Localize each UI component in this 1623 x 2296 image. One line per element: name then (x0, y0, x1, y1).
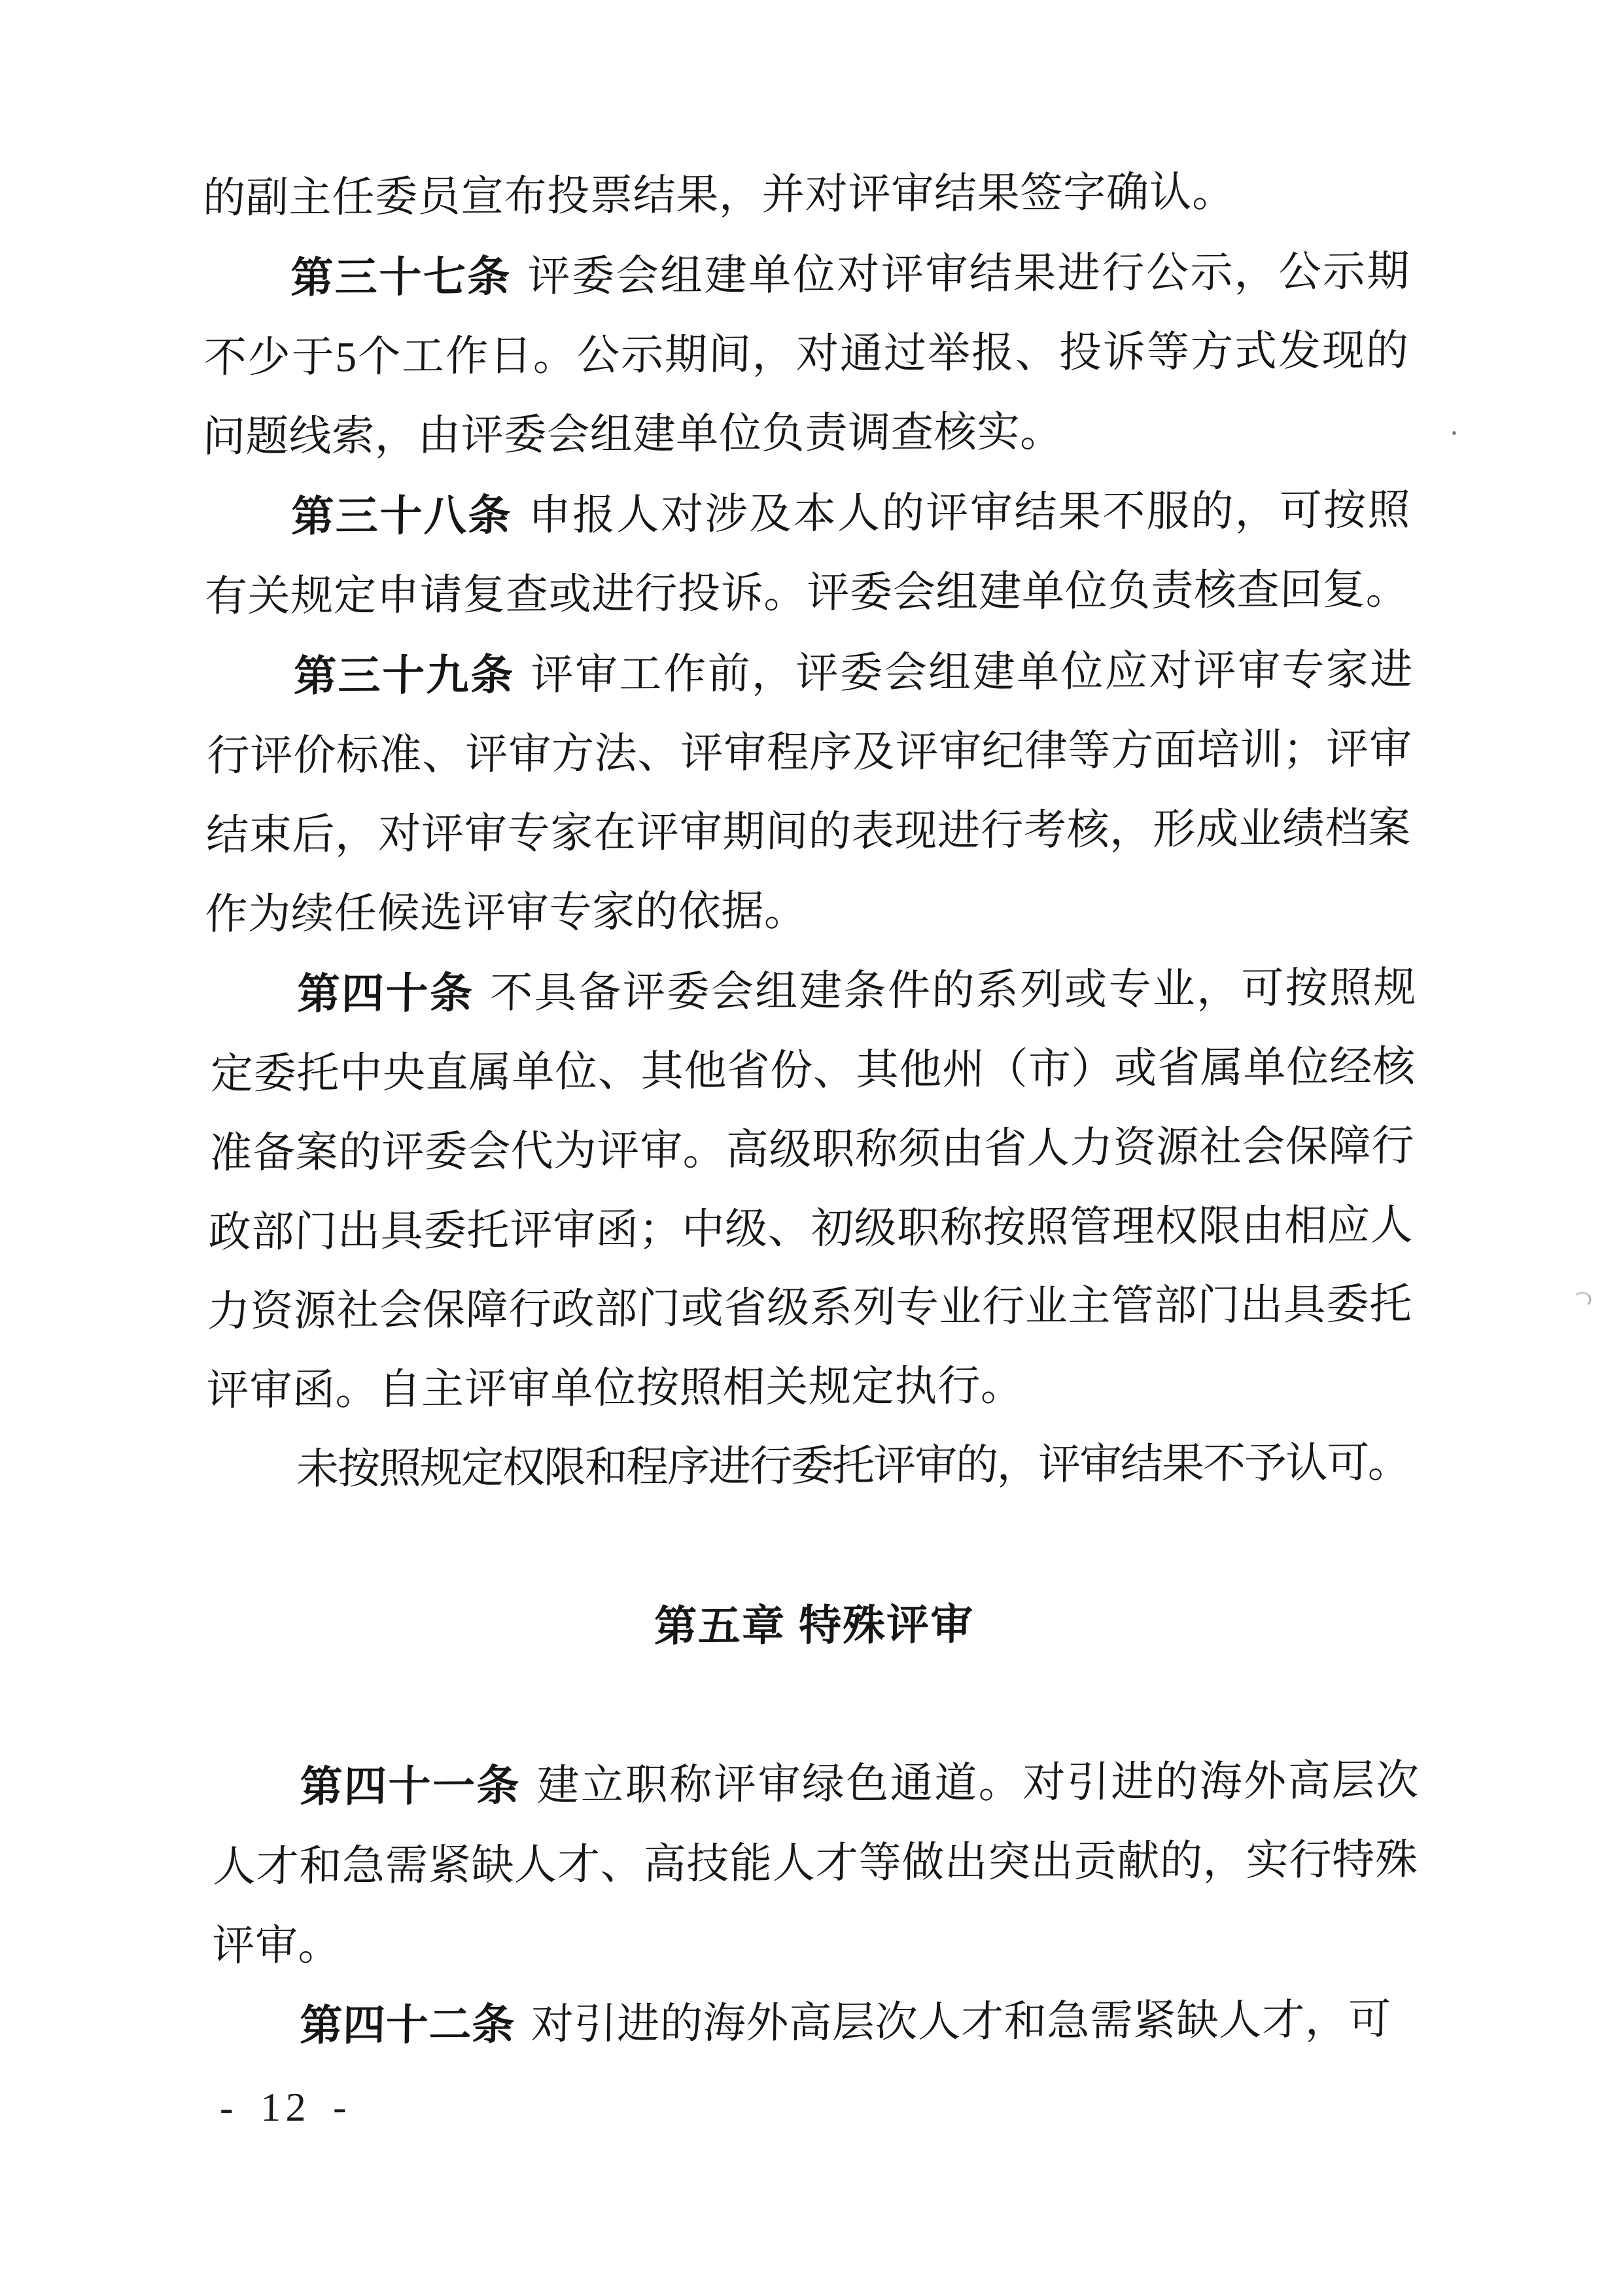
article-41-text: 建立职称评审绿色通道。对引进的海外高层次人才和急需紧缺人才、高技能人才等做出突出贡献的，实行特殊评审。 (211, 1757, 1420, 1970)
article-42-text: 对引进的海外高层次人才和急需紧缺人才，可 (531, 1996, 1392, 2049)
scan-speck (1573, 1292, 1591, 1308)
paragraph-article-40 (206, 947, 1417, 1431)
document-body (203, 152, 1420, 2066)
paragraph-delegated-review-note: 未按照规定权限和程序进行委托评审的，评审结果不予认可。 (296, 1439, 1410, 1493)
paragraph-article-38 (204, 470, 1411, 636)
chapter-heading: 第五章 特殊评审 (654, 1600, 975, 1650)
paragraph-continuation: 的副主任委员宣布投票结果，并对评审结果签字确认。 (202, 169, 1236, 222)
article-39-text: 评审工作前，评委会组建单位应对评审专家进行评价标准、评审方法、评审程序及评审纪律等方面培训；评审结束后，对评审专家在评审期间的表现进行考核，形成业绩档案作为续任候选评审专家的依据。 (204, 646, 1414, 939)
article-40-number: 第四十条 (296, 969, 475, 1018)
paragraph-article-42 (213, 1979, 1420, 2066)
article-37-number: 第三十七条 (290, 252, 512, 302)
article-38-number: 第三十八条 (290, 491, 513, 540)
scan-speck (1452, 431, 1456, 435)
paragraph-article-39 (205, 629, 1414, 954)
article-41-number: 第四十一条 (299, 1761, 521, 1811)
paragraph-article-41 (211, 1740, 1420, 1986)
article-39-number: 第三十九条 (293, 650, 515, 700)
article-37-text: 评委会组建单位对评审结果进行公示，公示期不少于5个工作日。公示期间，对通过举报、投诉等方式发现的问题线索，由评委会组建单位负责调查核实。 (202, 248, 1410, 461)
article-40-text: 不具备评委会组建条件的系列或专业，可按照规定委托中央直属单位、其他省份、其他州（市）或省属单位经核准备案的评委会代为评审。高级职称须由省人力资源社会保障行政部门出具委托评审函；中级、初级职称按照管理权限由相应人力资源社会保障行政部门或省级系列专业行业主管部门出具委托评审函。自主评审单位按照相关规定执行。 (206, 964, 1417, 1415)
paragraph-article-37 (202, 231, 1410, 477)
page-number: - 12 - (219, 2085, 352, 2131)
article-42-number: 第四十二条 (299, 2000, 515, 2049)
article-38-text: 申报人对涉及本人的评审结果不服的，可按照有关规定申请复查或进行投诉。评委会组建单位负责核查回复。 (204, 487, 1411, 621)
